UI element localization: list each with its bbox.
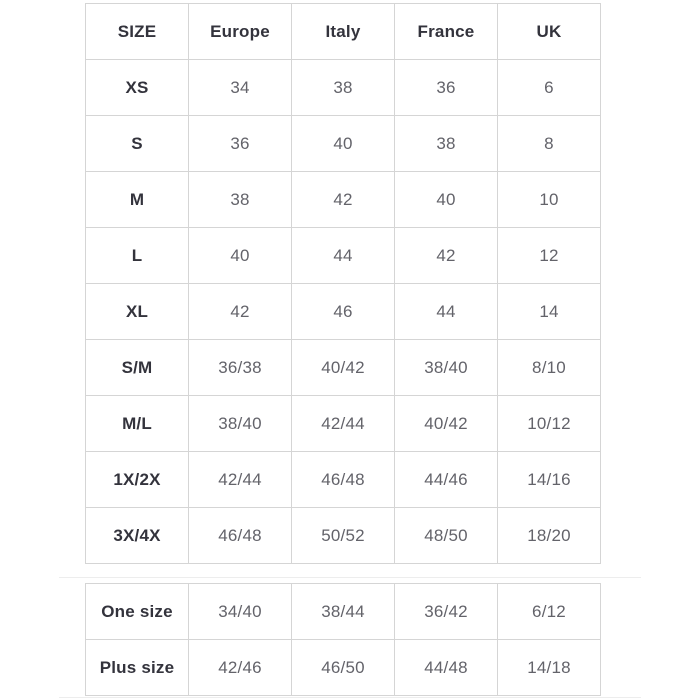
size-value-cell: 48/50 bbox=[395, 508, 498, 564]
size-label-cell: L bbox=[86, 228, 189, 284]
size-value-cell: 38/40 bbox=[395, 340, 498, 396]
size-value-cell: 38 bbox=[292, 60, 395, 116]
table-row bbox=[86, 640, 601, 696]
size-value-cell: 44 bbox=[292, 228, 395, 284]
size-label-cell: One size bbox=[86, 584, 189, 640]
size-label-cell: S/M bbox=[86, 340, 189, 396]
size-value-cell: 42/44 bbox=[189, 452, 292, 508]
table-row bbox=[86, 284, 601, 340]
size-value-cell: 40 bbox=[395, 172, 498, 228]
size-value-cell: 40/42 bbox=[292, 340, 395, 396]
size-value-cell: 40 bbox=[189, 228, 292, 284]
header-cell-uk: UK bbox=[498, 4, 601, 60]
header-cell-france: France bbox=[395, 4, 498, 60]
size-value-cell: 50/52 bbox=[292, 508, 395, 564]
size-label-cell: Plus size bbox=[86, 640, 189, 696]
size-value-cell: 36 bbox=[395, 60, 498, 116]
size-value-cell: 18/20 bbox=[498, 508, 601, 564]
size-value-cell: 44/48 bbox=[395, 640, 498, 696]
size-value-cell: 14 bbox=[498, 284, 601, 340]
size-value-cell: 34/40 bbox=[189, 584, 292, 640]
size-label-cell: S bbox=[86, 116, 189, 172]
size-value-cell: 42/44 bbox=[292, 396, 395, 452]
size-label-cell: 1X/2X bbox=[86, 452, 189, 508]
one-size-plus-size-table bbox=[85, 583, 601, 696]
header-row bbox=[86, 4, 601, 60]
size-label-cell: XS bbox=[86, 60, 189, 116]
size-value-cell: 12 bbox=[498, 228, 601, 284]
divider-line bbox=[59, 697, 641, 698]
size-value-cell: 42 bbox=[292, 172, 395, 228]
size-value-cell: 38 bbox=[395, 116, 498, 172]
size-value-cell: 38/44 bbox=[292, 584, 395, 640]
size-value-cell: 8 bbox=[498, 116, 601, 172]
size-value-cell: 6/12 bbox=[498, 584, 601, 640]
size-value-cell: 42 bbox=[189, 284, 292, 340]
size-label-cell: XL bbox=[86, 284, 189, 340]
table-row bbox=[86, 396, 601, 452]
size-value-cell: 8/10 bbox=[498, 340, 601, 396]
size-label-cell: M bbox=[86, 172, 189, 228]
table-row bbox=[86, 116, 601, 172]
size-label-cell: M/L bbox=[86, 396, 189, 452]
size-value-cell: 42 bbox=[395, 228, 498, 284]
table-row bbox=[86, 340, 601, 396]
size-value-cell: 10 bbox=[498, 172, 601, 228]
size-value-cell: 36/42 bbox=[395, 584, 498, 640]
size-value-cell: 46/50 bbox=[292, 640, 395, 696]
table-row bbox=[86, 60, 601, 116]
header-cell-europe: Europe bbox=[189, 4, 292, 60]
size-value-cell: 42/46 bbox=[189, 640, 292, 696]
size-value-cell: 46/48 bbox=[292, 452, 395, 508]
size-value-cell: 40/42 bbox=[395, 396, 498, 452]
table-row bbox=[86, 452, 601, 508]
header-cell-italy: Italy bbox=[292, 4, 395, 60]
size-value-cell: 34 bbox=[189, 60, 292, 116]
table-row bbox=[86, 228, 601, 284]
size-value-cell: 14/16 bbox=[498, 452, 601, 508]
size-value-cell: 38/40 bbox=[189, 396, 292, 452]
size-conversion-table bbox=[85, 3, 601, 564]
size-value-cell: 40 bbox=[292, 116, 395, 172]
table-row bbox=[86, 172, 601, 228]
size-value-cell: 36/38 bbox=[189, 340, 292, 396]
divider-line bbox=[59, 577, 641, 578]
size-value-cell: 10/12 bbox=[498, 396, 601, 452]
header-cell-size: SIZE bbox=[86, 4, 189, 60]
size-value-cell: 44/46 bbox=[395, 452, 498, 508]
size-label-cell: 3X/4X bbox=[86, 508, 189, 564]
table-row bbox=[86, 508, 601, 564]
size-value-cell: 46 bbox=[292, 284, 395, 340]
size-value-cell: 36 bbox=[189, 116, 292, 172]
size-value-cell: 38 bbox=[189, 172, 292, 228]
size-value-cell: 44 bbox=[395, 284, 498, 340]
table-row bbox=[86, 584, 601, 640]
size-value-cell: 6 bbox=[498, 60, 601, 116]
size-value-cell: 46/48 bbox=[189, 508, 292, 564]
size-value-cell: 14/18 bbox=[498, 640, 601, 696]
